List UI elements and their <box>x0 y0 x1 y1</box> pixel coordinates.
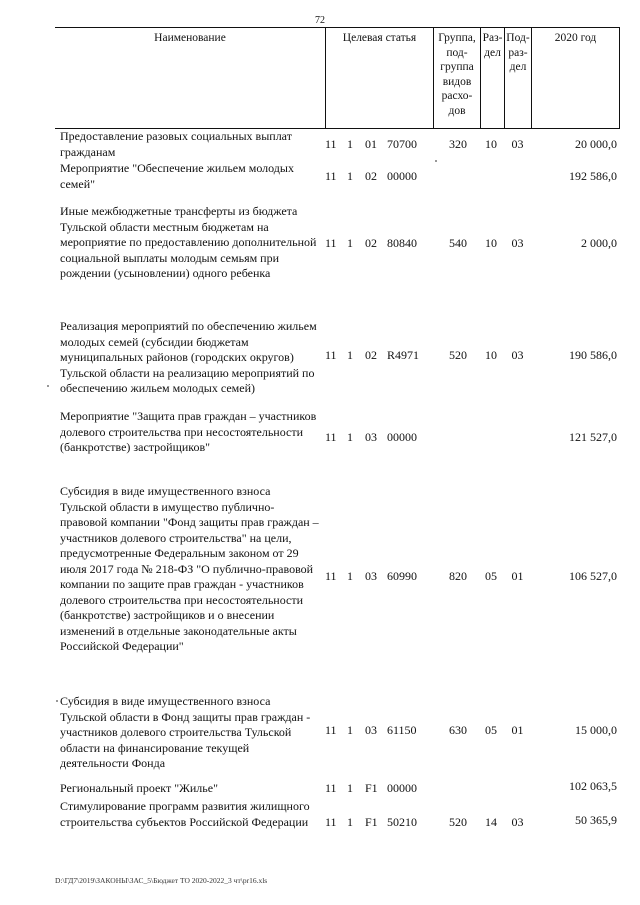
row-name: Субсидия в виде имущественного взноса Тульской области в имущество публично-правовой компании "Фонд защиты прав граждан – участников долевого строительства" на цели, предусмотренные Федеральным законом от 29 июля 2017 года № 218-ФЗ "О публично-правовой компании по защите прав граждан - участников долевого строительства при несостоятельности (банкротстве) застройщиков и о внесении изменений в отдельные законодательные акты Российской Федерации" <box>60 484 319 653</box>
header-section-line: дел <box>484 46 501 59</box>
row-name: Предоставление разовых социальных выплат гражданам <box>60 129 292 159</box>
row-subsection: 01 <box>511 569 524 583</box>
footer-file-path: D:\ГД7\2019\ЗАКОНЫ\ЗАС_5\Бюджет ТО 2020-2022_3 чт\pr16.xls <box>55 876 268 885</box>
scan-speck <box>47 385 49 387</box>
row-code-subprogram: 1 <box>347 236 353 250</box>
row-group: 520 <box>449 348 467 362</box>
header-subsection-line: дел <box>509 61 527 73</box>
header-subsection <box>504 28 531 128</box>
row-code-direction: R4971 <box>387 348 420 362</box>
row-subsection: 01 <box>511 723 524 737</box>
row-name: Субсидия в виде имущественного взноса Тульской области в Фонд защиты прав граждан - участников долевого строительства Тульской области на финансирование текущей деятельности Фонда <box>60 694 311 770</box>
header-group-line: под- <box>446 46 468 59</box>
header-group-line: расхо- <box>441 90 473 102</box>
row-code-event: 03 <box>365 569 377 583</box>
row-code-direction: 00000 <box>387 430 417 444</box>
header-group-line: видов <box>442 75 472 88</box>
row-code-program: 11 <box>325 723 337 737</box>
row-code-subprogram: 1 <box>347 430 353 444</box>
row-subsection: 03 <box>511 348 524 362</box>
row-code-subprogram: 1 <box>347 137 353 151</box>
row-amount: 192 586,0 <box>569 169 617 183</box>
budget-table <box>55 27 620 829</box>
header-group <box>433 28 480 128</box>
header-group-line: Группа, <box>438 32 476 44</box>
row-section: 10 <box>485 348 497 362</box>
row-code-direction: 61150 <box>387 723 417 737</box>
header-group-line: дов <box>448 104 466 117</box>
row-code-event: F1 <box>365 815 378 829</box>
row-code-event: F1 <box>365 781 378 795</box>
row-code-subprogram: 1 <box>347 815 353 829</box>
row-name: Мероприятие "Обеспечение жильем молодых семей" <box>60 161 294 191</box>
row-section: 10 <box>485 137 497 151</box>
row-code-program: 11 <box>325 430 337 444</box>
row-code-event: 02 <box>365 169 377 183</box>
row-code-program: 11 <box>325 137 337 151</box>
row-amount: 2 000,0 <box>581 236 617 250</box>
row-group: 520 <box>449 815 467 829</box>
row-name: Иные межбюджетные трансферты из бюджета Тульской области местным бюджетам на мероприятие по предоставлению дополнительной социальной выплаты молодым семьям при рождении (усыновлении) одного ребенка <box>60 204 317 280</box>
row-code-subprogram: 1 <box>347 723 353 737</box>
row-group: 820 <box>449 569 467 583</box>
row-code-direction: 70700 <box>387 137 417 151</box>
row-code-event: 01 <box>365 137 377 151</box>
row-amount: 190 586,0 <box>569 348 617 362</box>
row-name: Стимулирование программ развития жилищного строительства субъектов Российской Федерации <box>60 799 310 829</box>
row-code-subprogram: 1 <box>347 169 353 183</box>
row-code-direction: 00000 <box>387 781 417 795</box>
row-name: Мероприятие "Защита прав граждан – участников долевого строительства при несостоятельности (банкротстве) застройщиков" <box>60 409 317 454</box>
header-target-article: Целевая статья <box>325 28 433 128</box>
row-code-program: 11 <box>325 781 337 795</box>
row-code-subprogram: 1 <box>347 569 353 583</box>
row-code-subprogram: 1 <box>347 348 353 362</box>
row-group: 540 <box>449 236 467 250</box>
row-amount: 15 000,0 <box>575 723 617 737</box>
row-subsection: 03 <box>511 137 524 151</box>
row-code-event: 03 <box>365 723 377 737</box>
row-code-program: 11 <box>325 236 337 250</box>
row-code-program: 11 <box>325 348 337 362</box>
row-section: 05 <box>485 569 497 583</box>
row-code-direction: 60990 <box>387 569 417 583</box>
header-section-line: Раз- <box>482 32 503 44</box>
row-group: 630 <box>449 723 467 737</box>
row-code-program: 11 <box>325 815 337 829</box>
scan-speck <box>56 700 58 702</box>
row-code-direction: 00000 <box>387 169 417 183</box>
row-section: 10 <box>485 236 497 250</box>
row-code-event: 03 <box>365 430 377 444</box>
header-group-line: группа <box>440 61 474 73</box>
row-subsection: 03 <box>511 236 524 250</box>
row-code-subprogram: 1 <box>347 781 353 795</box>
header-section <box>480 28 504 128</box>
row-code-program: 11 <box>325 169 337 183</box>
row-amount: 102 063,5 <box>569 779 617 793</box>
row-amount: 106 527,0 <box>569 569 617 583</box>
row-amount: 121 527,0 <box>569 430 617 444</box>
row-subsection: 03 <box>511 815 524 829</box>
scan-speck <box>435 160 437 162</box>
row-section: 05 <box>485 723 497 737</box>
header-year: 2020 год <box>531 28 620 128</box>
header-name: Наименование <box>154 32 226 44</box>
row-code-direction: 50210 <box>387 815 417 829</box>
header-subsection-line: раз- <box>508 46 528 59</box>
row-name: Реализация мероприятий по обеспечению жильем молодых семей (субсидии бюджетам муниципальных районов (городских округов) Тульской области на реализацию мероприятий по обеспечению жильем молодых семей) <box>60 319 317 395</box>
row-code-event: 02 <box>365 348 377 362</box>
row-code-event: 02 <box>365 236 377 250</box>
row-code-program: 11 <box>325 569 337 583</box>
row-amount: 50 365,9 <box>575 813 617 827</box>
table-header <box>55 27 620 129</box>
row-name: Региональный проект "Жилье" <box>60 781 218 795</box>
row-section: 14 <box>485 815 497 829</box>
page-number: 72 <box>315 15 325 26</box>
header-subsection-line: Под- <box>506 32 530 44</box>
row-code-direction: 80840 <box>387 236 417 250</box>
row-group: 320 <box>449 137 467 151</box>
row-amount: 20 000,0 <box>575 137 617 151</box>
